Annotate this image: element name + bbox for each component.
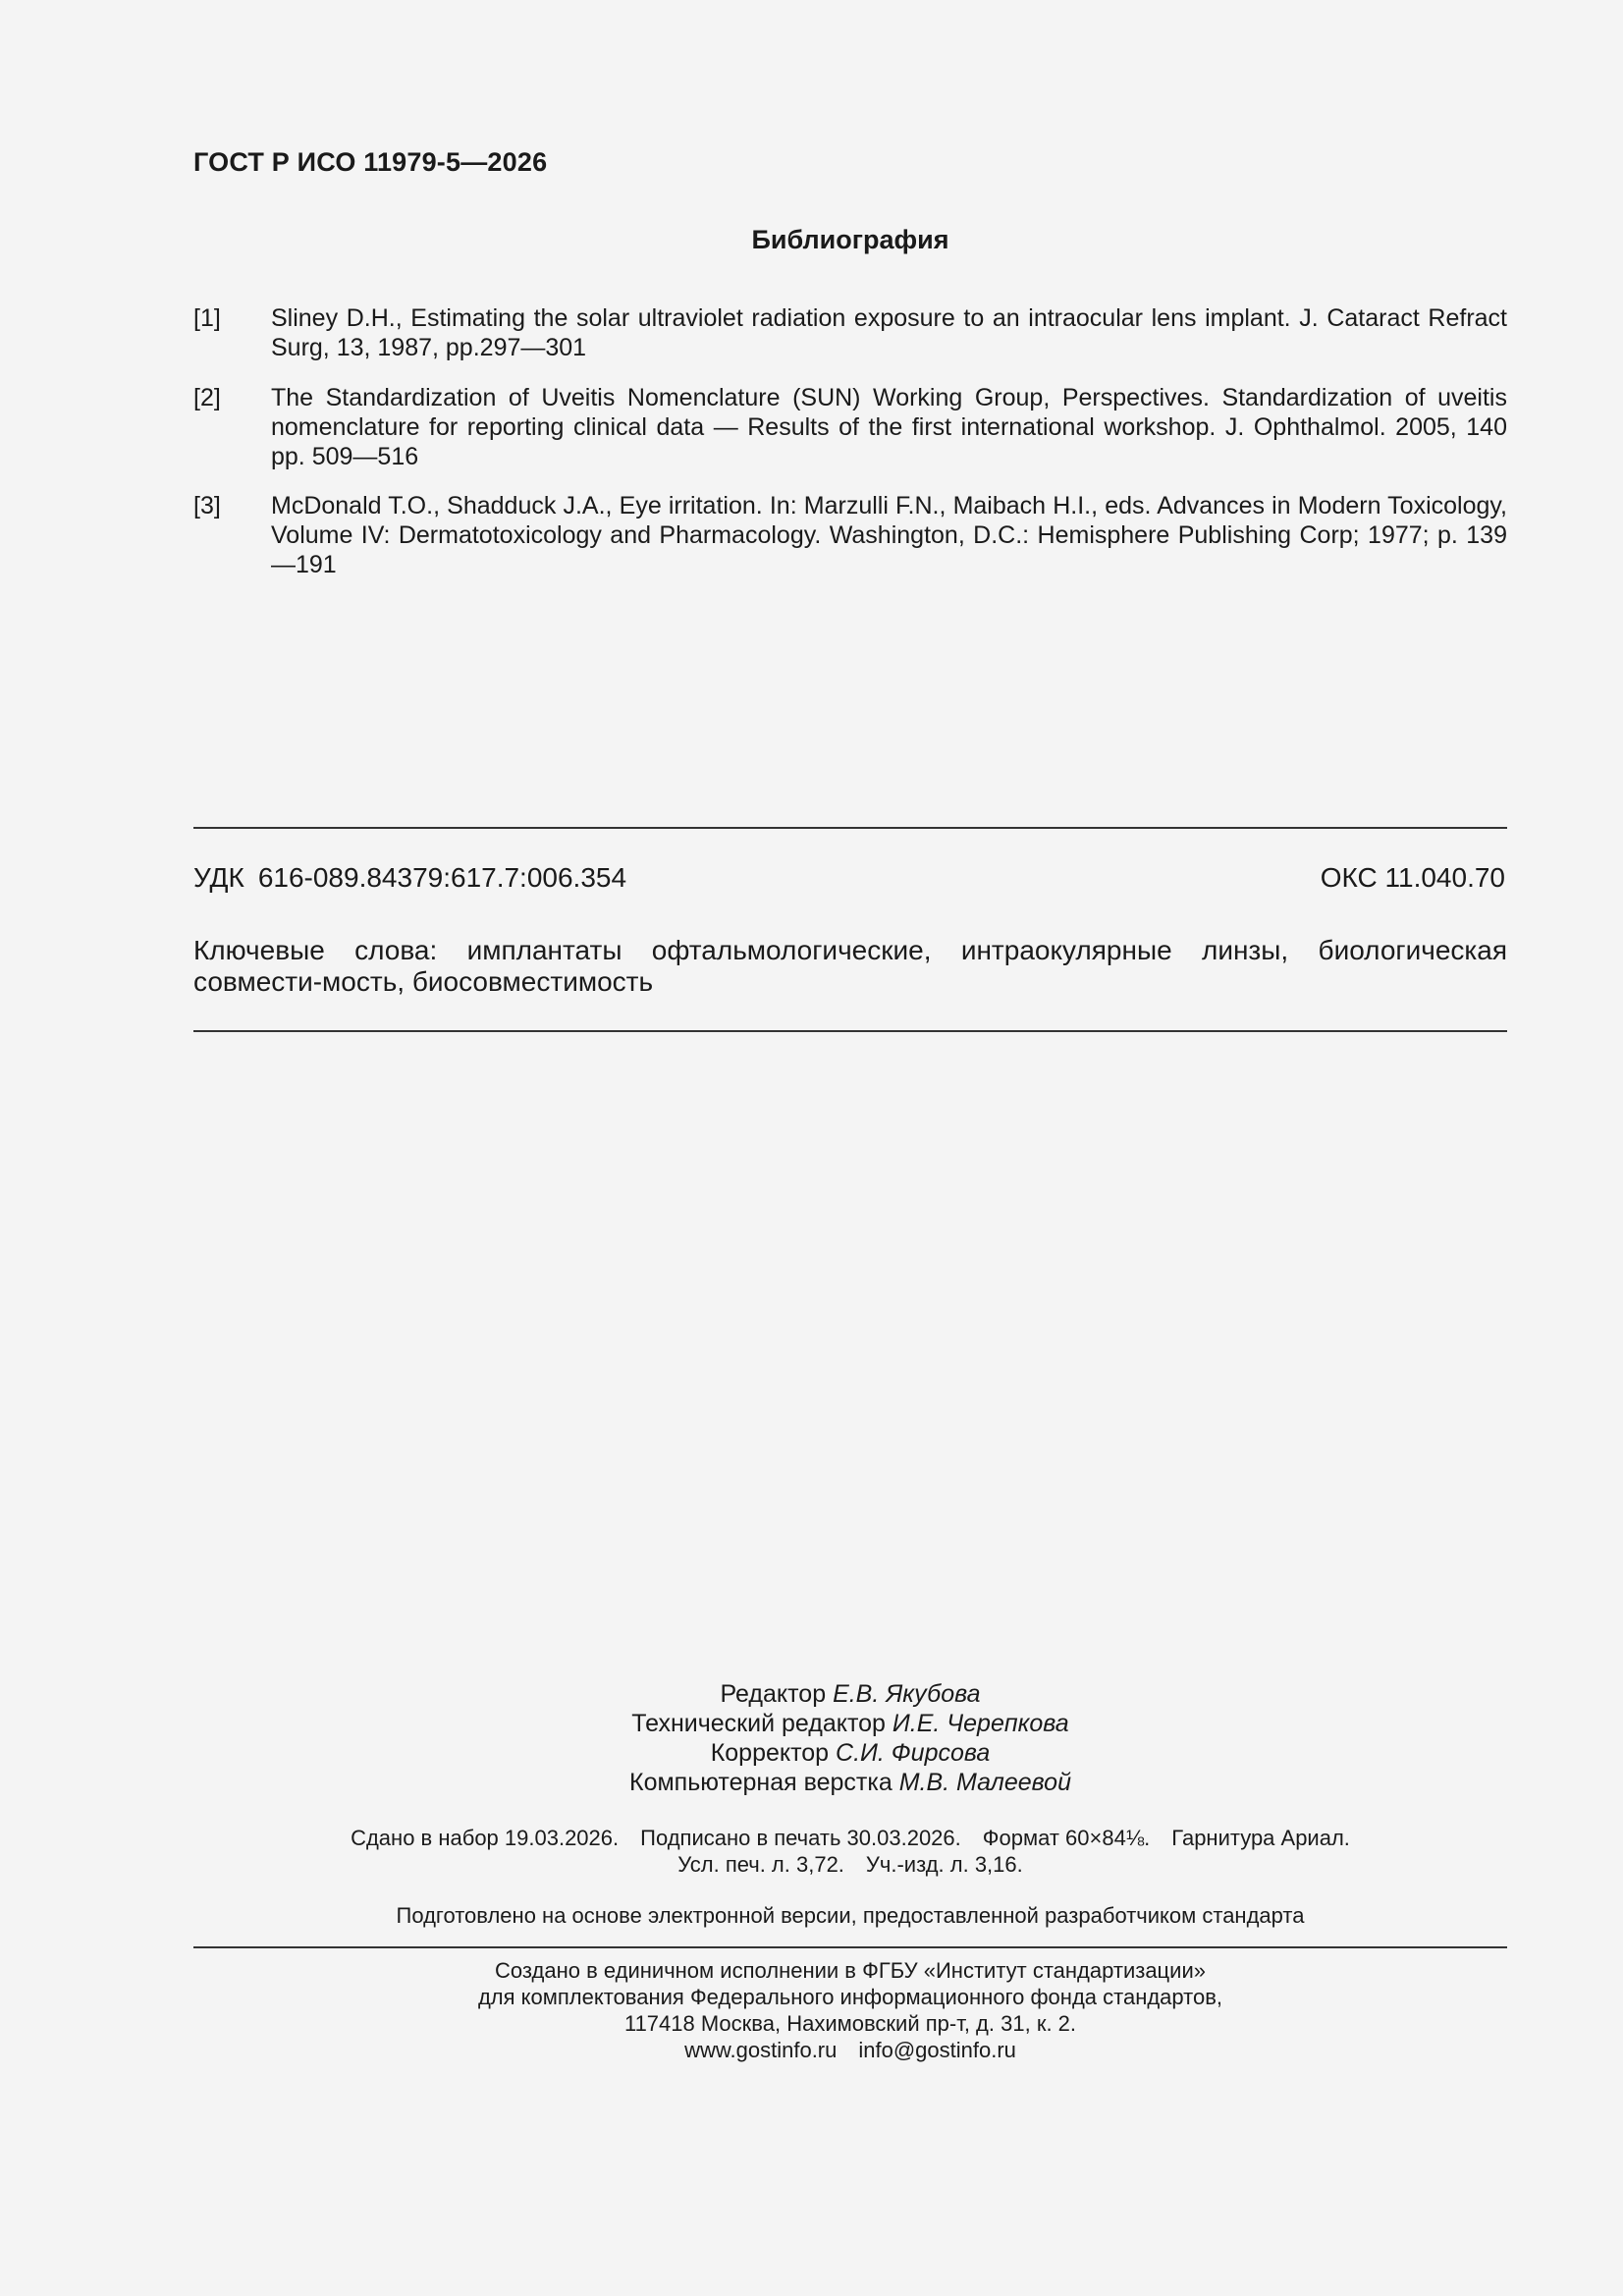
- udk-code: [193, 862, 626, 894]
- tech-editor-line: Технический редактор И.Е. Черепкова: [631, 1710, 1069, 1737]
- publisher-contacts: [193, 2037, 1507, 2063]
- editor-name: Е.В. Якубова: [833, 1680, 981, 1708]
- email-link[interactable]: info@gostinfo.ru: [858, 2038, 1016, 2062]
- publisher-line-2: для комплектования Федерального информационного фонда стандартов,: [477, 1985, 1223, 2009]
- divider-middle: [193, 1030, 1507, 1032]
- ref-text: The Standardization of Uveitis Nomenclature (SUN) Working Group, Perspectives. Standardization of uveitis nomenclature for reporting clinical data — Results of the first international workshop. J. Ophthalmol. 2005, 140 pp. 509—516: [271, 384, 1507, 470]
- website-link[interactable]: www.gostinfo.ru: [684, 2038, 838, 2062]
- layout-line: Компьютерная верстка М.В. Малеевой: [629, 1769, 1071, 1796]
- corrector-line: Корректор С.И. Фирсова: [710, 1739, 991, 1767]
- print-info-line-1: Сдано в набор 19.03.2026. Подписано в печать 30.03.2026. Формат 60×84⅛. Гарнитура Ариал.: [351, 1826, 1350, 1850]
- bibliography-ref: [193, 491, 1507, 579]
- ref-number: [1]: [193, 304, 221, 332]
- divider-top: [193, 827, 1507, 829]
- bibliography-ref: [193, 303, 1507, 362]
- prepared-note: Подготовлено на основе электронной версии, предоставленной разработчиком стандарта: [396, 1903, 1305, 1928]
- ref-number: [2]: [193, 384, 221, 411]
- ref-text: Sliney D.H., Estimating the solar ultraviolet radiation exposure to an intraocular lens implant. J. Cataract Refract Surg, 13, 1987, pp.297—301: [271, 304, 1507, 361]
- keywords: Ключевые слова: имплантаты офтальмологические, интраокулярные линзы, биологическая совмести-мость, биосовместимость: [193, 935, 1507, 997]
- ref-text: McDonald T.O., Shadduck J.A., Eye irritation. In: Marzulli F.N., Maibach H.I., eds. Advances in Modern Toxicology, Volume IV: Dermatotoxicology and Pharmacology. Washington, D.C.: Hemisphere Publishing Corp; 1977; p. 139—191: [271, 492, 1507, 578]
- bibliography-ref: [193, 383, 1507, 471]
- udk-label: УДК: [193, 862, 244, 893]
- editor-line: Редактор Е.В. Якубова: [720, 1680, 981, 1708]
- ref-number: [3]: [193, 492, 221, 519]
- oks-code: ОКС 11.040.70: [1320, 862, 1505, 893]
- bibliography-title: Библиография: [751, 225, 949, 254]
- publisher-info: [193, 1957, 1507, 2063]
- publisher-line-1: Создано в единичном исполнении в ФГБУ «Институт стандартизации»: [495, 1958, 1206, 1983]
- print-info-line-2: Усл. печ. л. 3,72. Уч.-изд. л. 3,16.: [677, 1852, 1023, 1877]
- corrector-name: С.И. Фирсова: [836, 1739, 991, 1767]
- layout-name: М.В. Малеевой: [898, 1769, 1071, 1796]
- publisher-address: 117418 Москва, Нахимовский пр-т, д. 31, к. 2.: [623, 2011, 1077, 2036]
- print-info: [193, 1825, 1507, 1878]
- udk-value: 616-089.84379:617.7:006.354: [257, 862, 627, 893]
- credits-block: [193, 1679, 1507, 1797]
- document-code: ГОСТ Р ИСО 11979-5—2026: [193, 147, 548, 177]
- divider-bottom: [193, 1946, 1507, 1948]
- tech-editor-name: И.Е. Черепкова: [892, 1710, 1069, 1737]
